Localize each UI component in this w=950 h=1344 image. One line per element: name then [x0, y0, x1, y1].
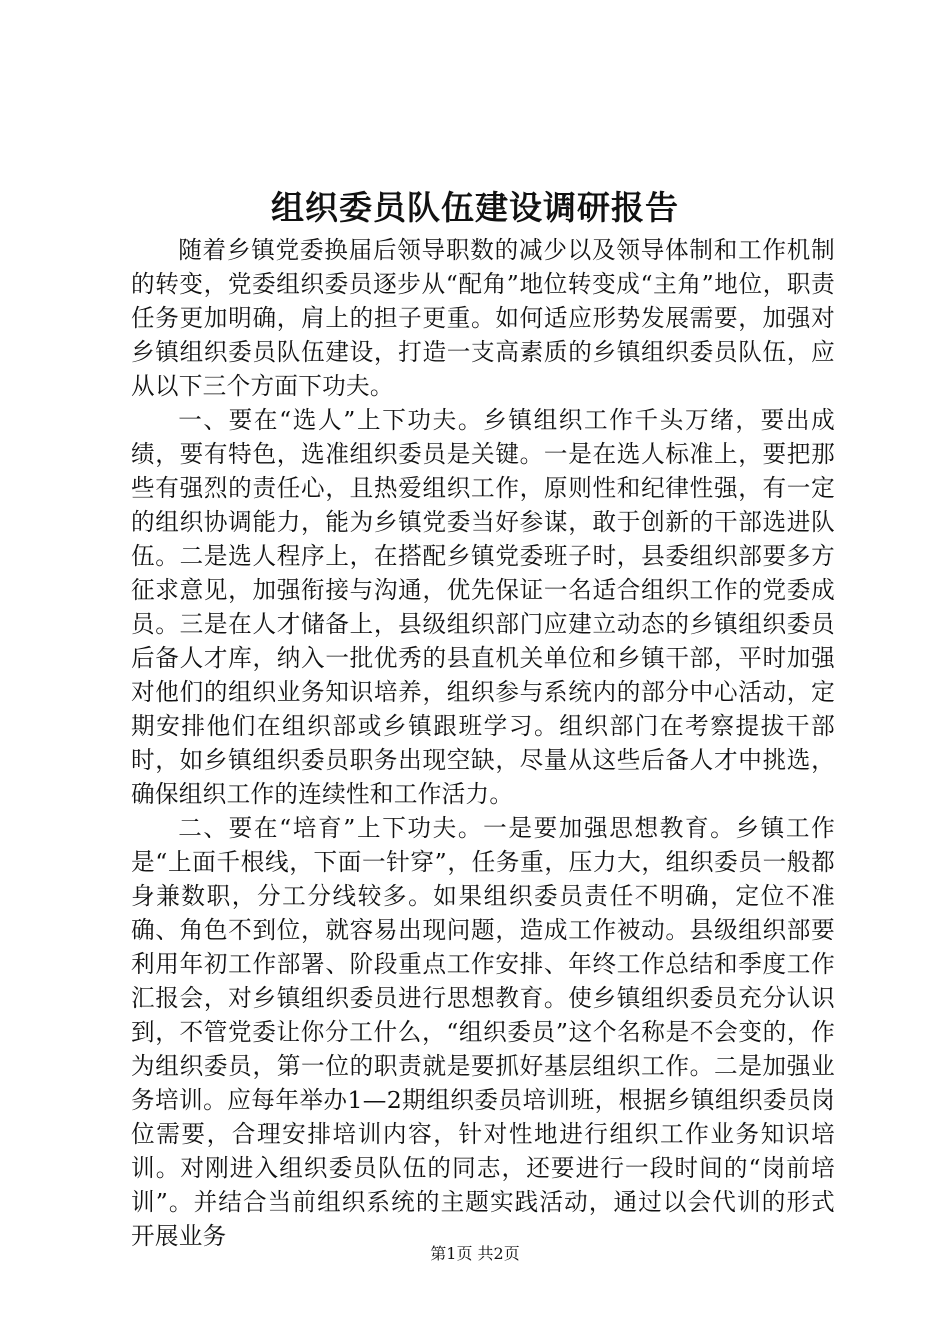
- paragraph-training: 二、要在“培育”上下功夫。一是要加强思想教育。乡镇工作是“上面千根线，下面一针穿”，任务重，压力大，组织委员一般都身兼数职，分工分线较多。如果组织委员责任不明确，定位不准确、角色不到位，就容易出现问题，造成工作被动。县级组织部要利用年初工作部署、阶段重点工作安排、年终工作总结和季度工作汇报会，对乡镇组织委员进行思想教育。使乡镇组织委员充分认识到，不管党委让你分工什么，“组织委员”这个名称是不会变的，作为组织委员，第一位的职责就是要抓好基层组织工作。二是加强业务培训。应每年举办1—2期组织委员培训班，根据乡镇组织委员岗位需要，合理安排培训内容，针对性地进行组织工作业务知识培训。对刚进入组织委员队伍的同志，还要进行一段时间的“岗前培训”。并结合当前组织系统的主题实践活动，通过以会代训的形式开展业务: [131, 814, 835, 1250]
- page-footer: 第1页 共2页: [430, 1244, 520, 1263]
- document-body: [131, 233, 835, 1253]
- document-title: 组织委员队伍建设调研报告: [271, 188, 679, 227]
- paragraph-intro: 随着乡镇党委换届后领导职数的减少以及领导体制和工作机制的转变，党委组织委员逐步从“配角”地位转变成“主角”地位，职责任务更加明确，肩上的担子更重。如何适应形势发展需要，加强对乡镇组织委员队伍建设，打造一支高素质的乡镇组织委员队伍，应从以下三个方面下功夫。: [131, 236, 835, 400]
- paragraph-selection: 一、要在“选人”上下功夫。乡镇组织工作千头万绪，要出成绩，要有特色，选准组织委员是关键。一是在选人标准上，要把那些有强烈的责任心，且热爱组织工作，原则性和纪律性强，有一定的组织协调能力，能为乡镇党委当好参谋，敢于创新的干部选进队伍。二是选人程序上，在搭配乡镇党委班子时，县委组织部要多方征求意见，加强衔接与沟通，优先保证一名适合组织工作的党委成员。三是在人才储备上，县级组织部门应建立动态的乡镇组织委员后备人才库，纳入一批优秀的县直机关单位和乡镇干部，平时加强对他们的组织业务知识培养，组织参与系统内的部分中心活动，定期安排他们在组织部或乡镇跟班学习。组织部门在考察提拔干部时，如乡镇组织委员职务出现空缺，尽量从这些后备人才中挑选，确保组织工作的连续性和工作活力。: [131, 406, 835, 808]
